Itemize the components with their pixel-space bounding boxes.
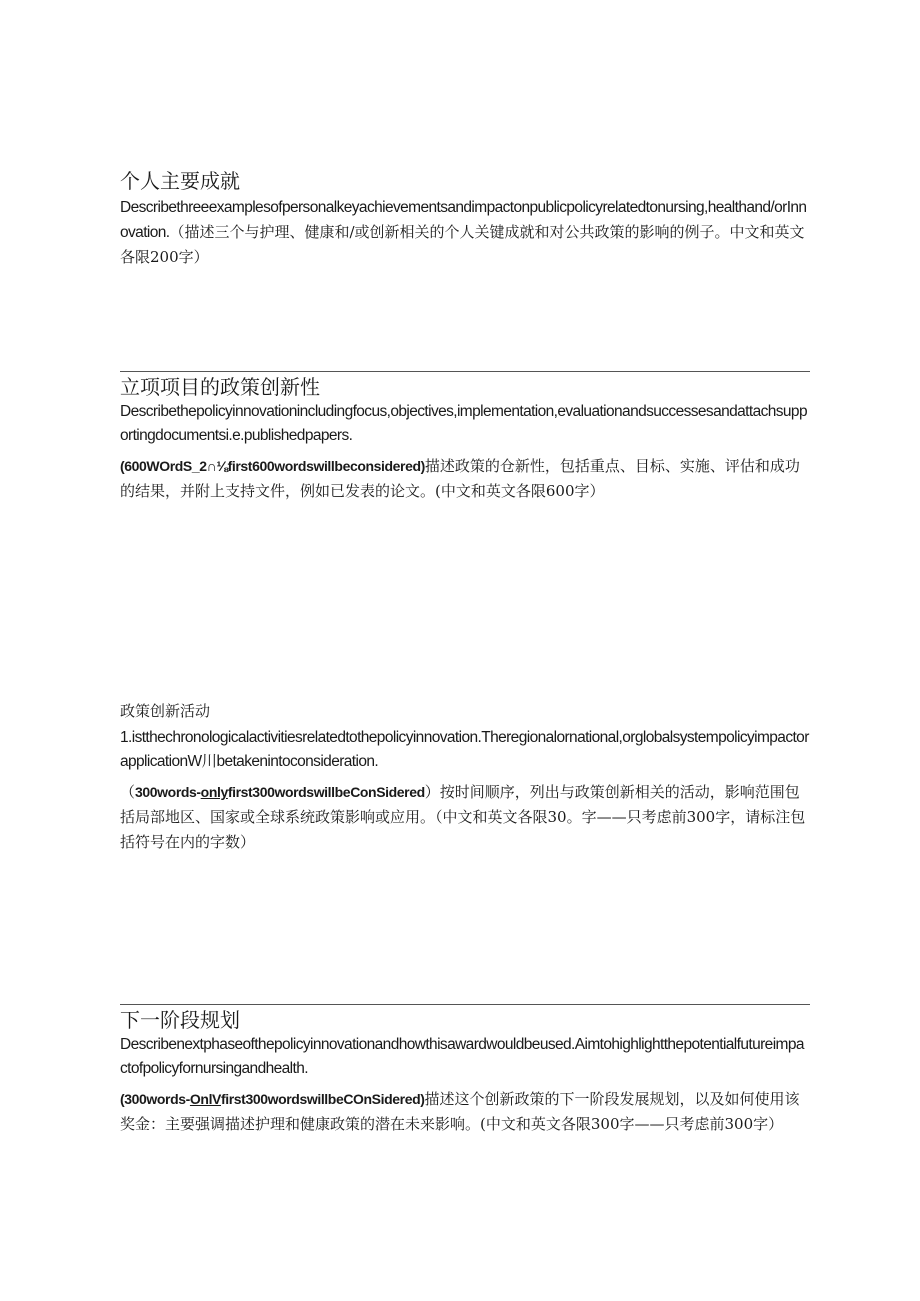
english-prompt: 1.istthechronologicalactivitiesrelatedtothepolicyinnovation.Theregionalornational,orglobalsystempolicyimpactorapplicationW川betakenintoconsideration. xyxy=(120,729,809,770)
section-policy-innovation xyxy=(120,374,810,504)
divider xyxy=(120,1004,810,1005)
word-limit-post: first300wordswillbeCOnSidered) xyxy=(221,1091,425,1107)
section-title: 下一阶段规划 xyxy=(120,1008,240,1032)
word-limit-note xyxy=(120,1091,425,1107)
word-limit-note: (600WOrdS_2∩⅛first600wordswillbeconsidered) xyxy=(120,458,425,474)
word-limit-pre: (300words- xyxy=(120,1091,190,1107)
word-limit-underlined: OnlV xyxy=(189,1091,221,1107)
english-prompt: Describethepolicyinnovationincludingfocus,objectives,implementation,evaluationandsuccessesandattachsupportingdocumentsi.e.publishedpapers. xyxy=(120,403,807,444)
section-title: 个人主要成就 xyxy=(120,169,240,193)
section-title: 立项项目的政策创新性 xyxy=(120,375,320,399)
word-limit-post: first300wordswillbeConSidered xyxy=(227,784,425,800)
section-description xyxy=(120,780,810,855)
chinese-prompt: 描述政策的仓新性，包括重点、目标、实施、评估和成功的结果，并附上支持文件，例如已发表的论文。(中文和英文各限600字） xyxy=(120,457,800,500)
open-paren: （ xyxy=(120,783,136,801)
section-description xyxy=(120,454,810,504)
chinese-prompt: （描述三个与护理、健康和/或创新相关的个人关键成就和对公共政策的影响的例子。中文和英文各限200字） xyxy=(120,223,805,266)
word-limit-note xyxy=(135,784,425,800)
divider xyxy=(120,371,810,372)
chinese-prompt: ）按时间顺序，列出与政策创新相关的活动，影响范围包括局部地区、国家或全球系统政策影响或应用。（中文和英文各限30。字——只考虑前300字，请标注包括符号在内的字数） xyxy=(120,783,806,851)
english-prompt: Describenextphaseofthepolicyinnovationandhowthisawardwouldbeused.Aimtohighlightthepotentialfutureimpactofpolicyfornursingandhealth. xyxy=(120,1036,804,1077)
chinese-prompt: 描述这个创新政策的下一阶段发展规划，以及如何使用该奖金：主要强调描述护理和健康政策的潜在未来影响。(中文和英文各限300字——只考虑前300字） xyxy=(120,1090,800,1133)
section-title: 政策创新活动 xyxy=(120,702,211,720)
section-policy-activities xyxy=(120,700,810,855)
english-prompt: Describethreeexamplesofpersonalkeyachievementsandimpactonpublicpolicyrelatedtonursing,healthand/orInnovation. xyxy=(120,199,807,241)
word-limit-underlined: only xyxy=(200,784,228,800)
section-description xyxy=(120,1087,810,1137)
word-limit-pre: 300words- xyxy=(135,784,201,800)
section-personal-achievements xyxy=(120,168,810,270)
section-next-phase xyxy=(120,1007,810,1137)
section-description xyxy=(120,196,810,270)
